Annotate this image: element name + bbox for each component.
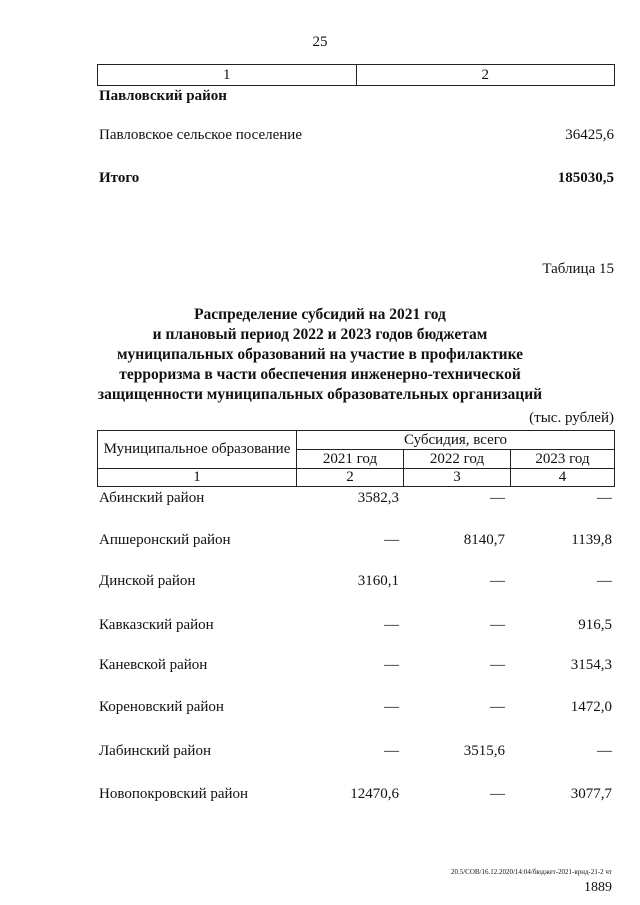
row-value-2022: —	[490, 573, 505, 589]
row-value-2023: —	[597, 490, 612, 506]
row-value-2022: 3515,6	[463, 743, 505, 759]
header-year-2023: 2023 год	[511, 450, 615, 469]
row-value-2021: —	[384, 743, 399, 759]
row-name: Новопокровский район	[99, 786, 249, 802]
header-year-2022: 2022 год	[404, 450, 511, 469]
col-number-4: 4	[511, 469, 615, 487]
subsidy-table-header	[97, 430, 615, 487]
title-line: и плановый период 2022 и 2023 годов бюджетам	[152, 326, 488, 343]
row-value-2022: —	[490, 490, 505, 506]
sheet-number: 1889	[584, 880, 612, 895]
row-value-2021: —	[384, 699, 399, 715]
row-value-2023: 916,5	[578, 617, 612, 633]
page-number: 25	[312, 34, 328, 50]
row-value-2021: 3160,1	[357, 573, 399, 589]
row-value-2021: —	[384, 657, 399, 673]
row-name: Лабинский район	[99, 743, 211, 759]
row-name: Абинский район	[99, 490, 205, 506]
row-value-2022: —	[490, 786, 505, 802]
row-name: Каневской район	[99, 657, 208, 673]
continuation-header-table	[97, 64, 615, 86]
row-value-2021: —	[384, 617, 399, 633]
table-title	[0, 305, 640, 405]
total-value: 185030,5	[557, 170, 614, 186]
title-line: защищенности муниципальных образовательных организаций	[97, 386, 543, 403]
row-value-2023: 3154,3	[570, 657, 612, 673]
row-value-2023: —	[597, 743, 612, 759]
row-value-2023: 3077,7	[570, 786, 612, 802]
col-number-1: 1	[98, 469, 297, 487]
header-year-2021: 2021 год	[297, 450, 404, 469]
row-value-2023: 1472,0	[570, 699, 612, 715]
header-subsidy: Субсидия, всего	[297, 431, 615, 450]
settlement-label: Павловское сельское поселение	[99, 127, 302, 143]
district-heading: Павловский район	[99, 88, 227, 104]
header-municipality: Муниципальное образование	[98, 431, 297, 469]
title-line: муниципальных образований на участие в профилактике	[116, 346, 524, 363]
row-value-2022: —	[490, 699, 505, 715]
units-note: (тыс. рублей)	[529, 410, 614, 426]
row-value-2022: 8140,7	[463, 532, 505, 548]
row-value-2022: —	[490, 617, 505, 633]
row-value-2023: —	[597, 573, 612, 589]
header-col-1: 1	[98, 65, 357, 86]
row-value-2021: 3582,3	[357, 490, 399, 506]
row-name: Кореновский район	[99, 699, 224, 715]
settlement-value: 36425,6	[565, 127, 614, 143]
title-line: Распределение субсидий на 2021 год	[194, 306, 446, 323]
header-col-2: 2	[356, 65, 615, 86]
col-number-3: 3	[404, 469, 511, 487]
document-code: 20.5/СОВ/16.12.2020/14:04/бюджет-2021-врнд-21-2 чт	[450, 868, 612, 876]
row-name: Кавказский район	[99, 617, 214, 633]
row-value-2021: 12470,6	[350, 786, 399, 802]
title-line: терроризма в части обеспечения инженерно-технической	[119, 366, 521, 383]
row-name: Динской район	[99, 573, 196, 589]
row-name: Апшеронский район	[99, 532, 231, 548]
row-value-2021: —	[384, 532, 399, 548]
total-label: Итого	[99, 170, 140, 186]
table-label: Таблица 15	[542, 261, 614, 277]
row-value-2022: —	[490, 657, 505, 673]
col-number-2: 2	[297, 469, 404, 487]
row-value-2023: 1139,8	[571, 532, 612, 548]
